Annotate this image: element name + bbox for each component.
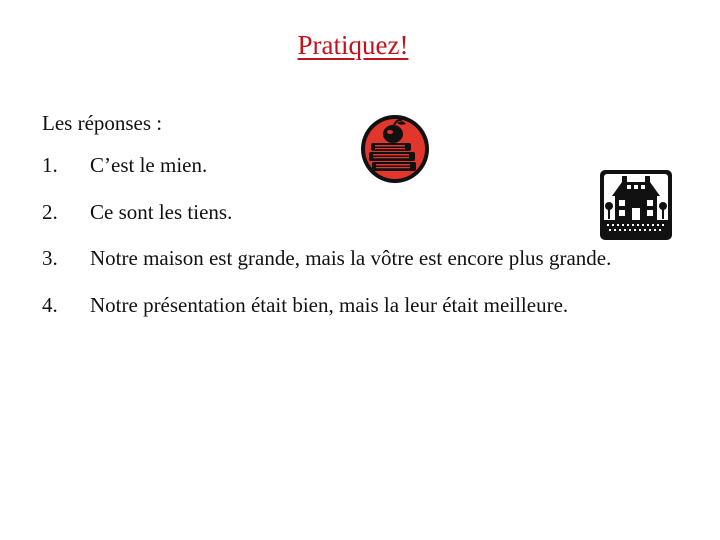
item-text: Notre maison est grande, mais la vôtre est encore plus grande. xyxy=(90,246,612,270)
item-text: Notre présentation était bien, mais la leur était meilleure. xyxy=(90,292,569,317)
item-number: 4. xyxy=(42,292,58,317)
slide-title: Pratiquez! xyxy=(297,30,409,60)
item-number: 2. xyxy=(42,199,58,224)
item-text: C’est le mien. xyxy=(90,153,208,177)
item-number: 1. xyxy=(42,153,58,177)
house-clipart-icon xyxy=(598,168,674,242)
item-text: Ce sont les tiens. xyxy=(90,199,233,224)
apple-books-clipart-icon xyxy=(357,112,433,186)
intro-text: Les réponses : xyxy=(42,111,163,135)
item-number: 3. xyxy=(42,246,58,270)
